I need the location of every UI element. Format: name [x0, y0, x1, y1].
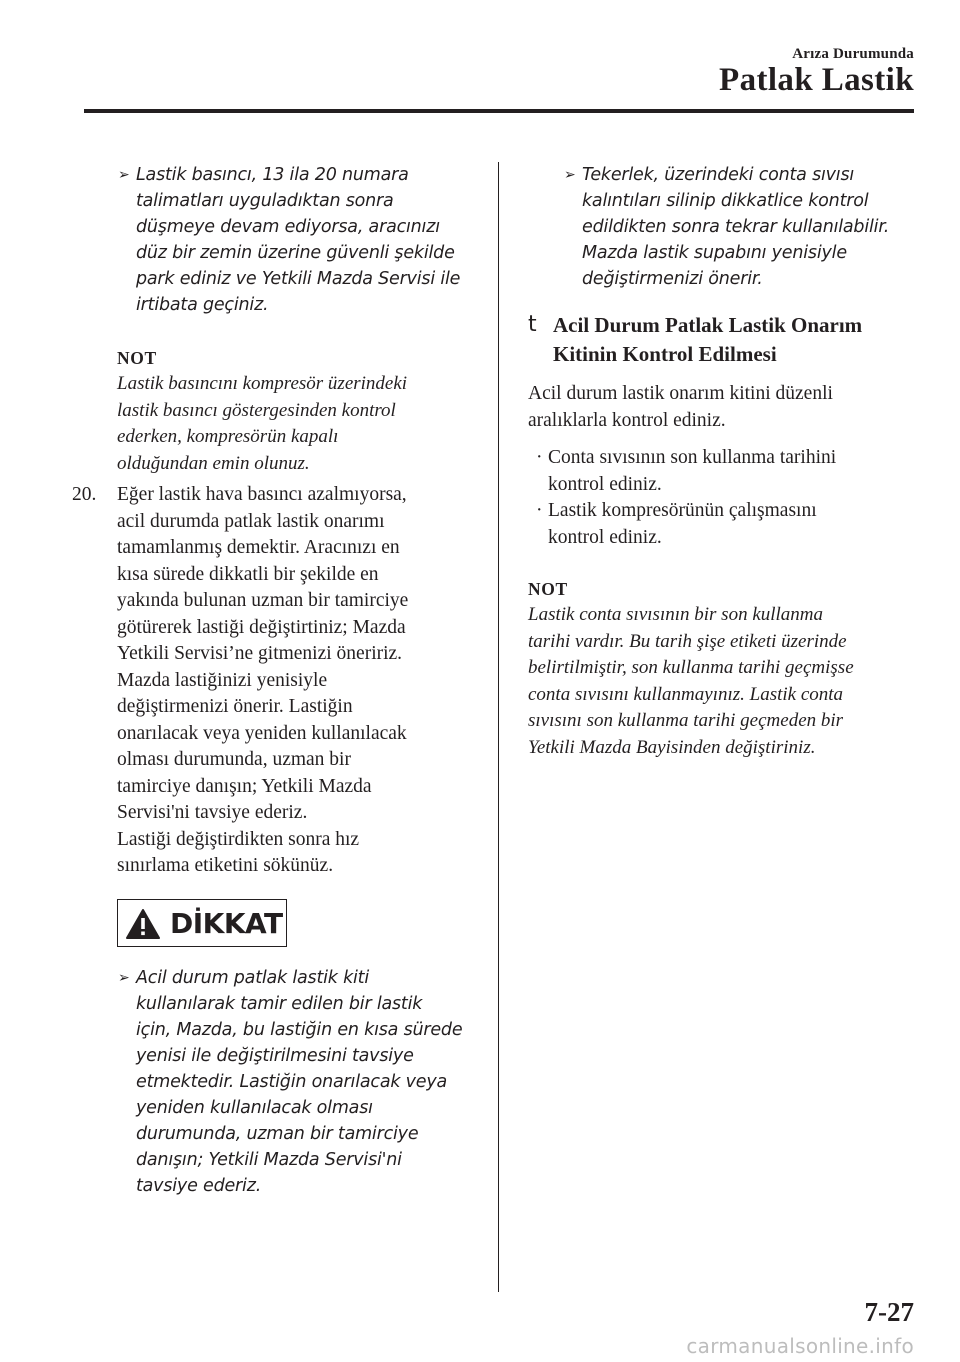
bullet-dot-icon: · [536, 500, 543, 521]
note-line: ederken, kompresörün kapalı [117, 426, 339, 447]
step-line: tamamlanmış demektir. Aracınızı en [117, 537, 400, 558]
caution-line: Acil durum patlak lastik kiti [136, 968, 369, 988]
note-line: tarihi vardır. Bu tarih şişe etiketi üzerinde [528, 630, 847, 652]
caution-bullet-wheel-reuse [564, 162, 890, 292]
note-line: Lastik basıncını kompresör üzerindeki [117, 373, 408, 394]
note-block-sealant [528, 576, 854, 761]
list-item-line: Lastik kompresörünün çalışmasını [548, 500, 817, 521]
caution-line: park ediniz ve Yetkili Mazda Servisi ile [136, 269, 461, 289]
note-label: NOT [117, 348, 157, 368]
arrow-bullet-icon: ➢ [564, 167, 576, 183]
caution-bullet-repaired-tire [118, 965, 463, 1199]
caution-line: durumunda, uzman bir tamirciye [136, 1124, 419, 1144]
list-item-line: Conta sıvısının son kullanma tarihini [548, 447, 837, 468]
header-rule [84, 109, 914, 113]
arrow-bullet-icon: ➢ [118, 970, 130, 986]
note-line: Lastik conta sıvısının bir son kullanma [528, 604, 824, 625]
step-line: Servisi'ni tavsiye ederiz. [117, 802, 308, 823]
section-marker-icon: t [528, 312, 537, 337]
list-item [536, 445, 837, 498]
caution-box [117, 899, 287, 947]
page-title: Patlak Lastik [719, 62, 914, 98]
step-line: Lastiği değiştirdikten sonra hız [117, 828, 360, 850]
step-line: onarılacak veya yeniden kullanılacak [117, 722, 407, 744]
step-line: götürerek lastiği değiştirtiniz; Mazda [117, 616, 406, 638]
caution-line: etmektedir. Lastiğin onarılacak veya [136, 1072, 448, 1092]
step-line: kısa sürede dikkatli bir şekilde en [117, 563, 379, 585]
caution-line: değiştirmenizi önerir. [582, 269, 763, 289]
note-line: sıvısını son kullanma tarihi geçmeden bir [528, 710, 844, 731]
bullet-dot-icon: · [536, 447, 543, 468]
intro-line: aralıklarla kontrol ediniz. [528, 409, 726, 431]
caution-line: için, Mazda, bu lastiğin en kısa sürede [136, 1020, 463, 1040]
caution-label: DİKKAT [170, 907, 283, 940]
note-line: conta sıvısını kullanmayınız. Lastik conta [528, 683, 844, 705]
section-heading [553, 311, 862, 369]
caution-line: kalıntıları silinip dikkatlice kontrol [582, 191, 869, 211]
list-item-line: kontrol ediniz. [548, 526, 662, 548]
caution-line: tavsiye ederiz. [136, 1176, 262, 1196]
step-line: sınırlama etiketini sökünüz. [117, 855, 334, 876]
caution-line: yenisi ile değiştirilmesini tavsiye [136, 1046, 414, 1066]
caution-line: Tekerlek, üzerindeki conta sıvısı [582, 165, 855, 185]
header-section-label: Arıza Durumunda [792, 46, 914, 62]
section-heading-line: Acil Durum Patlak Lastik Onarım [553, 313, 863, 337]
caution-line: Mazda lastik supabını yenisiyle [582, 243, 847, 263]
watermark: carmanualsonline.info [686, 1334, 914, 1358]
note-line: lastik basıncı göstergesinden kontrol [117, 399, 396, 421]
caution-line: düşmeye devam ediyorsa, aracınızı [136, 217, 440, 237]
caution-line: kullanılarak tamir edilen bir lastik [136, 994, 423, 1014]
section-intro [528, 381, 833, 434]
step-line: tamirciye danışın; Yetkili Mazda [117, 775, 372, 797]
step-line: yakında bulunan uzman bir tamirciye [117, 590, 409, 611]
step-line: Mazda lastiğinizi yenisiyle [117, 669, 328, 691]
note-line: belirtilmiştir, son kullanma tarihi geçmişse [528, 657, 854, 678]
column-divider [498, 162, 499, 1292]
intro-line: Acil durum lastik onarım kitini düzenli [528, 383, 833, 404]
step-20-text [117, 482, 408, 880]
caution-line: talimatları uyguladıktan sonra [136, 191, 394, 211]
step-line: acil durumda patlak lastik onarımı [117, 510, 385, 532]
step-line: olması durumunda, uzman bir [117, 749, 351, 770]
warning-triangle-icon [125, 908, 161, 940]
note-label: NOT [528, 579, 568, 599]
step-number: 20. [72, 484, 97, 505]
arrow-bullet-icon: ➢ [118, 167, 130, 183]
note-line: Yetkili Mazda Bayisinden değiştiriniz. [528, 736, 816, 758]
caution-line: edildikten sonra tekrar kullanılabilir. [582, 217, 890, 237]
step-line: değiştirmenizi önerir. Lastiğin [117, 696, 353, 717]
caution-line: danışın; Yetkili Mazda Servisi'ni [136, 1150, 402, 1170]
list-item [536, 498, 817, 551]
caution-bullet-tire-pressure [118, 162, 461, 318]
note-line: olduğundan emin olunuz. [117, 452, 310, 474]
caution-line: irtibata geçiniz. [136, 295, 269, 315]
caution-line: yeniden kullanılacak olması [136, 1098, 373, 1118]
list-item-line: kontrol ediniz. [548, 473, 662, 495]
section-heading-line: Kitinin Kontrol Edilmesi [553, 342, 777, 366]
step-line: Eğer lastik hava basıncı azalmıyorsa, [117, 484, 407, 505]
page-number: 7-27 [864, 1297, 914, 1327]
caution-line: Lastik basıncı, 13 ila 20 numara [136, 165, 409, 185]
note-block-compressor [117, 345, 407, 477]
caution-line: düz bir zemin üzerine güvenli şekilde [136, 243, 455, 263]
step-line: Yetkili Servisi’ne gitmenizi öneririz. [117, 643, 403, 664]
